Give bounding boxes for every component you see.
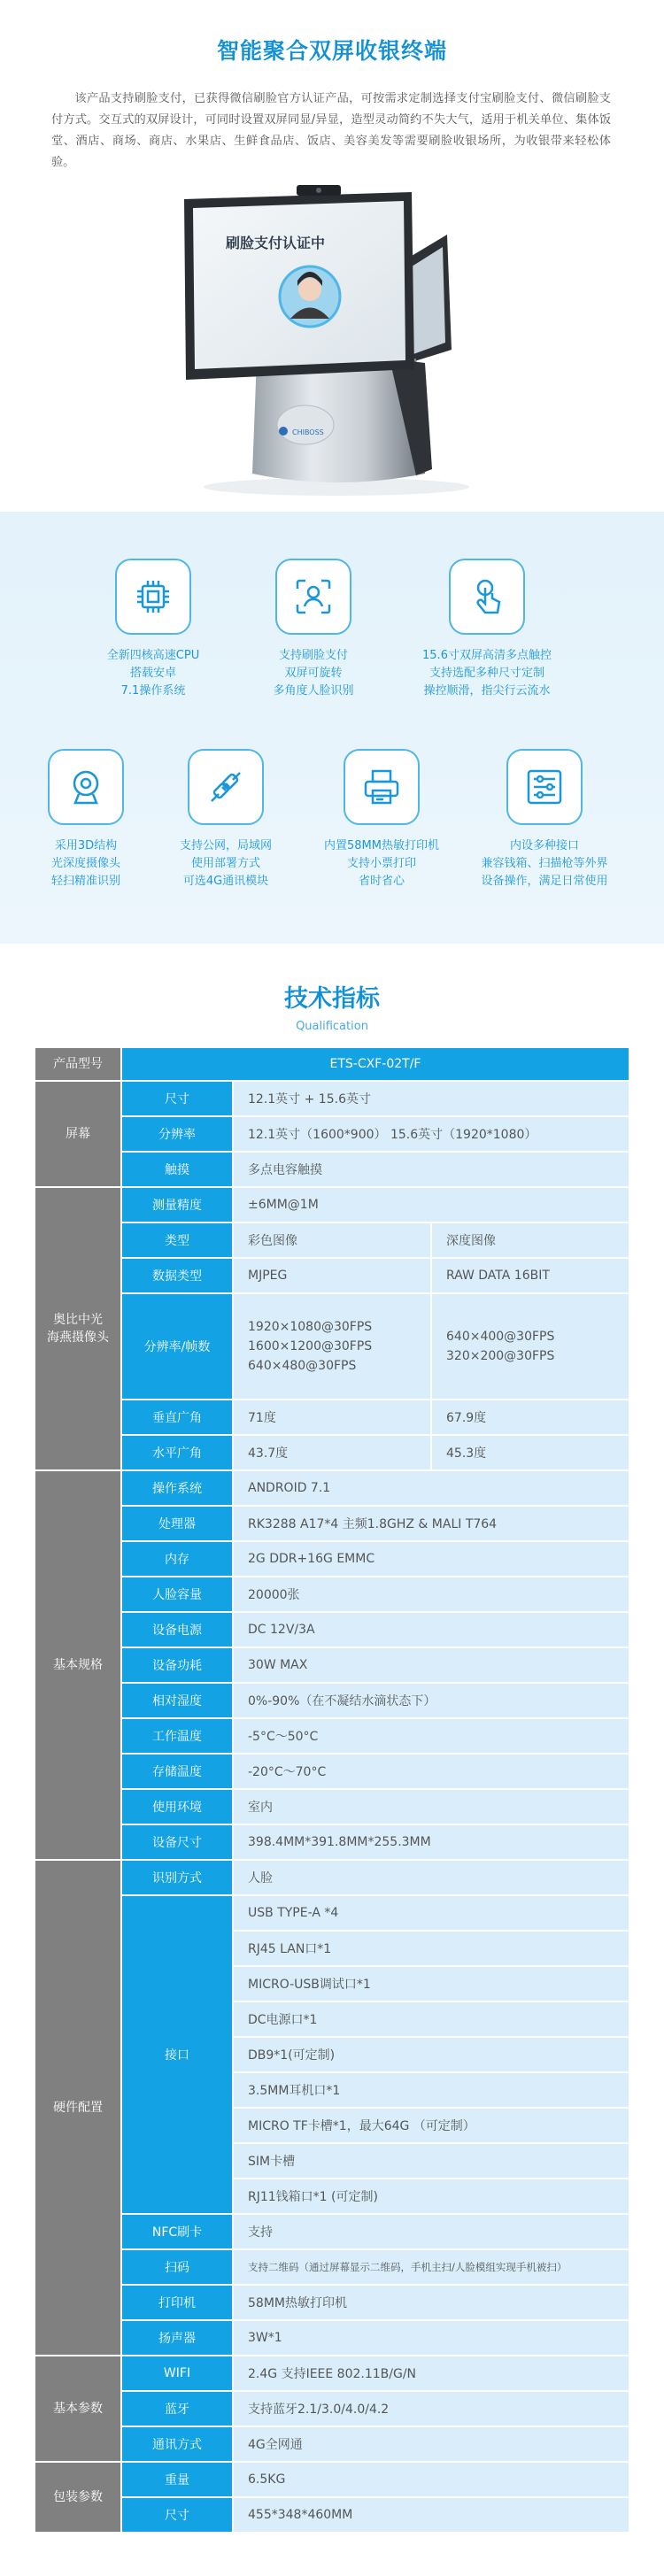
row-key: 工作温度: [122, 1719, 234, 1755]
row-value: 640×400@30FPS 320×200@30FPS: [432, 1294, 629, 1400]
table-row: [35, 1932, 629, 1967]
row-key: 水平广角: [122, 1436, 234, 1471]
group-label: 包装参数: [35, 2463, 122, 2534]
feature-ports: [456, 749, 633, 891]
feature-ports-text: 内设多种接口 兼容钱箱、扫描枪等外界 设备操作，满足日常使用: [481, 839, 608, 888]
feature-face: [229, 559, 398, 700]
row-value: 室内: [234, 1790, 629, 1825]
table-row: [35, 2144, 629, 2179]
row-key: 重量: [122, 2463, 234, 2498]
table-row: [35, 2356, 629, 2392]
row-key: 相对湿度: [122, 1684, 234, 1719]
row-key: 内存: [122, 1542, 234, 1577]
table-row: [35, 1117, 629, 1153]
features-section: [0, 512, 664, 944]
table-row: [35, 2321, 629, 2356]
row-value: 67.9度: [432, 1400, 629, 1436]
row-value: -5°C～50°C: [234, 1719, 629, 1755]
spec-subtitle: Qualification: [296, 1020, 368, 1033]
row-key: 触摸: [122, 1153, 234, 1188]
table-row: [35, 1294, 629, 1400]
row-value: 2.4G 支持IEEE 802.11B/G/N: [234, 2356, 629, 2392]
row-key: 类型: [122, 1223, 234, 1259]
group-screen: [35, 1082, 629, 1188]
row-key: 数据类型: [122, 1259, 234, 1294]
feature-network: [142, 749, 310, 891]
row-value: 45.3度: [432, 1436, 629, 1471]
feature-cpu-text: 全新四核高速CPU 搭载安卓 7.1操作系统: [106, 649, 200, 698]
row-key: 分辨率/帧数: [122, 1294, 234, 1400]
table-row: [35, 1790, 629, 1825]
table-row: [35, 2498, 629, 2534]
table-row: [35, 1048, 629, 1082]
group-package: [35, 2463, 629, 2534]
row-key: 扫码: [122, 2250, 234, 2286]
row-value: 12.1英寸（1600*900） 15.6英寸（1920*1080）: [234, 1117, 629, 1153]
group-camera: [35, 1188, 629, 1471]
table-row: [35, 1542, 629, 1577]
group-basic: [35, 1471, 629, 1861]
row-value: 4G全网通: [234, 2427, 629, 2463]
group-label: 奥比中光 海燕摄像头: [35, 1188, 122, 1471]
row-value: 71度: [234, 1400, 432, 1436]
feature-touch: [400, 559, 574, 700]
row-key: 打印机: [122, 2286, 234, 2321]
feature-touch-text: 15.6寸双屏高清多点触控 支持选配多种尺寸定制 操控顺滑，指尖行云流水: [422, 649, 552, 698]
table-row: [35, 1223, 629, 1259]
row-value: 支持: [234, 2215, 629, 2250]
feature-network-text: 支持公网，局域网 使用部署方式 可选4G通讯模块: [179, 839, 272, 888]
table-row: [35, 1896, 629, 1932]
row-key: 分辨率: [122, 1117, 234, 1153]
row-value: ANDROID 7.1: [234, 1471, 629, 1507]
port-item: DC电源口*1: [234, 2002, 629, 2038]
group-label: 基本规格: [35, 1471, 122, 1861]
table-row: [35, 1436, 629, 1471]
row-key: 人脸容量: [122, 1577, 234, 1613]
device-screen-text: 刷脸支付认证中: [226, 235, 326, 251]
row-key: 设备功耗: [122, 1648, 234, 1684]
port-item: MICRO TF卡槽*1，最大64G （可定制）: [234, 2109, 629, 2144]
port-item: RJ45 LAN口*1: [234, 1932, 629, 1967]
table-row: [35, 1719, 629, 1755]
table-row: [35, 1755, 629, 1790]
port-item: SIM卡槽: [234, 2144, 629, 2179]
table-row: [35, 1577, 629, 1613]
row-key: 识别方式: [122, 1861, 234, 1896]
hero-section: [0, 0, 664, 512]
table-row: [35, 2109, 629, 2144]
row-key: 扬声器: [122, 2321, 234, 2356]
table-row: [35, 1613, 629, 1648]
row-value: 支持蓝牙2.1/3.0/4.0/4.2: [234, 2392, 629, 2427]
table-row: [35, 2002, 629, 2038]
printer-icon: [344, 749, 420, 825]
table-row: [35, 2038, 629, 2073]
row-value: -20°C～70°C: [234, 1755, 629, 1790]
row-value: 30W MAX: [234, 1648, 629, 1684]
table-row: [35, 2215, 629, 2250]
feature-camera-text: 采用3D结构 光深度摄像头 轻扫精准识别: [50, 839, 120, 888]
table-row: [35, 2250, 629, 2286]
row-value: 2G DDR+16G EMMC: [234, 1542, 629, 1577]
feature-cpu: [69, 559, 237, 700]
row-value: 彩色图像: [234, 1223, 432, 1259]
row-value: 398.4MM*391.8MM*255.3MM: [234, 1825, 629, 1861]
table-row: [35, 1684, 629, 1719]
settings-icon: [506, 749, 583, 825]
row-value: 58MM热敏打印机: [234, 2286, 629, 2321]
row-key: 尺寸: [122, 1082, 234, 1117]
row-key: 处理器: [122, 1507, 234, 1542]
table-row: [35, 2286, 629, 2321]
product-description: 该产品支持刷脸支付，已获得微信刷脸官方认证产品，可按需求定制选择支付宝刷脸支付、微信刷脸支付方式。交互式的双屏设计，可同时设置双屏同显/异显，造型灵动简约不失大气，适用于机关单位、集体饭堂、酒店、商场、商店、水果店、生鲜食品店、饭店、美容美发等需要刷脸收银场所，为收银带来轻松体验。: [51, 92, 611, 169]
group-params: [35, 2356, 629, 2463]
row-key: 操作系统: [122, 1471, 234, 1507]
row-key: 垂直广角: [122, 1400, 234, 1436]
group-label: 硬件配置: [35, 1861, 122, 2356]
table-row: [35, 1507, 629, 1542]
model-label: 产品型号: [35, 1048, 122, 1082]
feature-printer-text: 内置58MM热敏打印机 支持小票打印 省时省心: [324, 839, 439, 888]
row-key: 存储温度: [122, 1755, 234, 1790]
table-row: [35, 2463, 629, 2498]
row-value: RAW DATA 16BIT: [432, 1259, 629, 1294]
port-item: RJ11钱箱口*1 (可定制): [234, 2179, 629, 2215]
table-row: [35, 1153, 629, 1188]
port-item: 3.5MM耳机口*1: [234, 2073, 629, 2109]
row-key: WIFI: [122, 2356, 234, 2392]
row-key: 蓝牙: [122, 2392, 234, 2427]
row-value: ±6MM@1M: [234, 1188, 629, 1223]
row-value: 12.1英寸 + 15.6英寸: [234, 1082, 629, 1117]
table-row: [35, 2427, 629, 2463]
row-key: NFC刷卡: [122, 2215, 234, 2250]
table-row: [35, 1188, 629, 1223]
camera-icon: [48, 749, 124, 825]
table-row: [35, 2392, 629, 2427]
row-key: 测量精度: [122, 1188, 234, 1223]
feature-printer: [297, 749, 466, 891]
table-row: [35, 1400, 629, 1436]
table-row: [35, 1648, 629, 1684]
touch-icon: [449, 559, 525, 635]
row-key: 设备电源: [122, 1613, 234, 1648]
feature-face-text: 支持刷脸支付 双屏可旋转 多角度人脸识别: [273, 649, 354, 698]
table-row: [35, 1967, 629, 2002]
row-value: 支持二维码（通过屏幕显示二维码，手机主扫/人脸模组实现手机被扫）: [234, 2250, 629, 2286]
table-row: [35, 2073, 629, 2109]
group-label: 屏幕: [35, 1082, 122, 1188]
row-value: DC 12V/3A: [234, 1613, 629, 1648]
row-key: 接口: [122, 1896, 234, 2215]
row-value: 0%-90%（在不凝结水滴状态下）: [234, 1684, 629, 1719]
model-value: ETS-CXF-02T/F: [122, 1048, 629, 1082]
group-label: 基本参数: [35, 2356, 122, 2463]
row-key: 设备尺寸: [122, 1825, 234, 1861]
row-value: 455*348*460MM: [234, 2498, 629, 2534]
row-value: 人脸: [234, 1861, 629, 1896]
row-value: 深度图像: [432, 1223, 629, 1259]
svg-text:CHIBOSS: CHIBOSS: [292, 428, 324, 436]
row-value: RK3288 A17*4 主频1.8GHZ & MALI T764: [234, 1507, 629, 1542]
row-value: 20000张: [234, 1577, 629, 1613]
row-key: 通讯方式: [122, 2427, 234, 2463]
row-value: 43.7度: [234, 1436, 432, 1471]
spec-table: [35, 1048, 629, 2534]
page-title: 智能聚合双屏收银终端: [216, 38, 447, 64]
port-item: MICRO-USB调试口*1: [234, 1967, 629, 2002]
cpu-icon: [115, 559, 191, 635]
device-illustration: [0, 181, 664, 505]
face-scan-icon: [275, 559, 351, 635]
row-value: 3W*1: [234, 2321, 629, 2356]
port-item: DB9*1(可定制): [234, 2038, 629, 2073]
table-row: [35, 2179, 629, 2215]
group-hardware: [35, 1861, 629, 2356]
table-row: [35, 1259, 629, 1294]
table-row: [35, 1861, 629, 1896]
row-value: 1920×1080@30FPS 1600×1200@30FPS 640×480@30FPS: [234, 1294, 432, 1400]
table-row: [35, 1082, 629, 1117]
table-row: [35, 1471, 629, 1507]
row-value: 6.5KG: [234, 2463, 629, 2498]
row-value: 多点电容触摸: [234, 1153, 629, 1188]
network-icon: [188, 749, 264, 825]
port-item: USB TYPE-A *4: [234, 1896, 629, 1932]
spec-title: 技术指标: [284, 985, 380, 1013]
row-key: 使用环境: [122, 1790, 234, 1825]
row-key: 尺寸: [122, 2498, 234, 2534]
table-row: [35, 1825, 629, 1861]
row-value: MJPEG: [234, 1259, 432, 1294]
ports-block: [35, 1896, 629, 2215]
